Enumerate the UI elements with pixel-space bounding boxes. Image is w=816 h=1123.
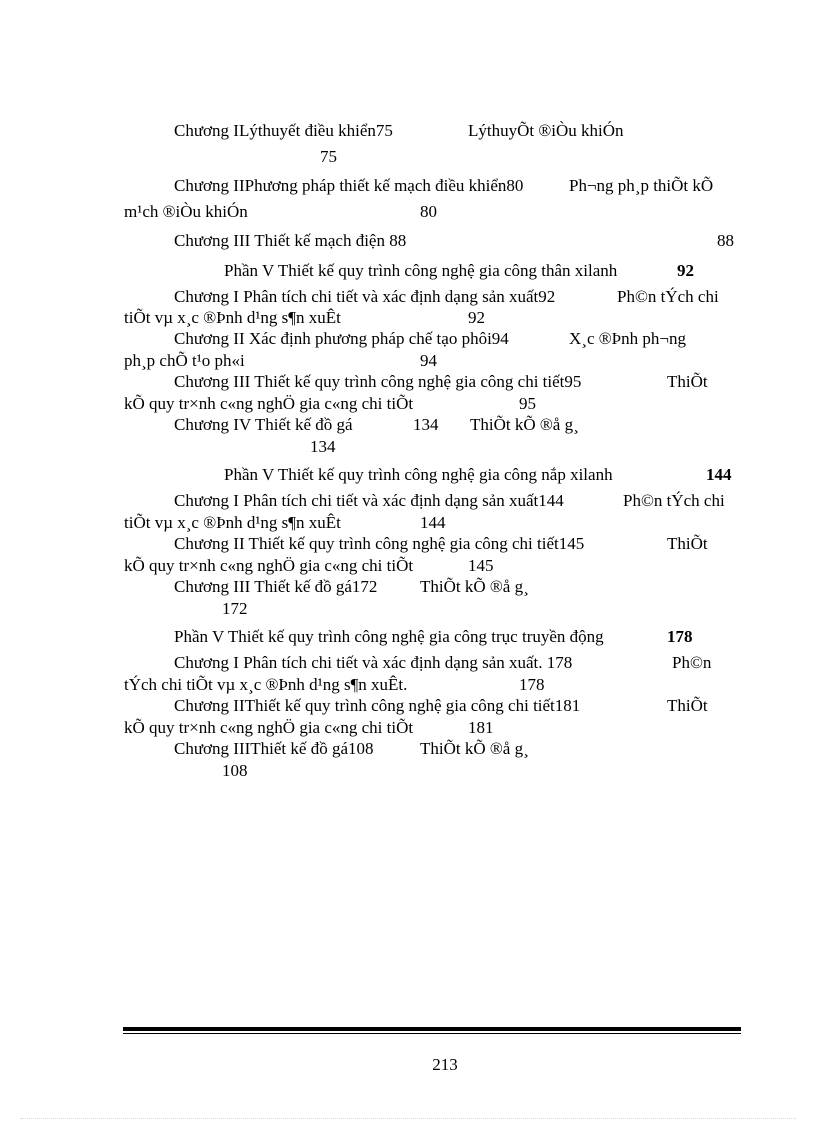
toc-page-ref: 144 xyxy=(706,465,732,484)
toc-line: Ph¬ng ph¸p thiÕt kÕ xyxy=(569,176,714,195)
toc-line: LýthuyÕt ®iÒu khiÓn xyxy=(468,121,624,140)
toc-line: Chương IIIThiết kế đồ gá108 xyxy=(174,739,374,758)
toc-page-ref: 95 xyxy=(519,394,536,413)
toc-line: Chương I Phân tích chi tiết và xác định dạng sản xuất144 xyxy=(174,491,564,510)
toc-page-ref: 181 xyxy=(468,718,494,737)
toc-page-ref: 92 xyxy=(468,308,485,327)
toc-page-ref: 178 xyxy=(519,675,545,694)
toc-line: Chương II Thiết kế quy trình công nghệ gia công chi tiết145 xyxy=(174,534,585,553)
toc-page-ref: 172 xyxy=(222,599,248,618)
toc-line: m¹ch ®iÒu khiÓn xyxy=(124,202,248,221)
toc-line: Chương IV Thiết kế đồ gá xyxy=(174,415,353,434)
toc-page-ref: 94 xyxy=(420,351,437,370)
toc-line: Chương III Thiết kế mạch điện 88 xyxy=(174,231,407,250)
toc-page-ref: 134 xyxy=(310,437,336,456)
toc-line: tiÕt vµ x¸c ®Þnh d¹ng s¶n xuÊt xyxy=(124,308,341,327)
toc-part-heading: Phần V Thiết kế quy trình công nghệ gia công trục truyền động xyxy=(174,627,604,646)
toc-line: ThiÕt kÕ ®å g¸ xyxy=(420,577,529,596)
toc-line: Chương III Thiết kế đồ gá172 xyxy=(174,577,378,596)
toc-line: ThiÕt xyxy=(667,372,708,391)
toc-page-ref: 88 xyxy=(717,231,734,250)
toc-part-heading: Phần V Thiết kế quy trình công nghệ gia công nắp xilanh xyxy=(224,465,613,484)
toc-page-ref: 75 xyxy=(320,147,337,166)
toc-line: kÕ quy tr×nh c«ng nghÖ gia c«ng chi tiÕt xyxy=(124,394,414,413)
toc-part-heading: Phần V Thiết kế quy trình công nghệ gia công thân xilanh xyxy=(224,261,618,280)
toc-page-ref: 134 xyxy=(413,415,439,434)
toc-line: ThiÕt xyxy=(667,534,708,553)
page-number: 213 xyxy=(432,1055,458,1074)
toc-page-ref: 92 xyxy=(677,261,694,280)
toc-line: tiÕt vµ x¸c ®Þnh d¹ng s¶n xuÊt xyxy=(124,513,341,532)
toc-line: Ph©n tÝch chi xyxy=(617,287,719,306)
toc-line: Chương I Phân tích chi tiết và xác định dạng sản xuất. 178 xyxy=(174,653,573,672)
toc-line: Chương IIThiết kế quy trình công nghệ gia công chi tiết181 xyxy=(174,696,581,715)
toc-line: tÝch chi tiÕt vµ x¸c ®Þnh d¹ng s¶n xuÊt. xyxy=(124,675,408,694)
toc-line: X¸c ®Þnh ph¬ng xyxy=(569,329,686,348)
toc-line: Chương I Phân tích chi tiết và xác định dạng sản xuất92 xyxy=(174,287,556,306)
toc-line: Chương II Xác định phương pháp chế tạo phôi94 xyxy=(174,329,509,348)
page-edge-divider xyxy=(20,1118,796,1119)
toc-line: Ph©n tÝch chi xyxy=(623,491,725,510)
footer-rule-thin xyxy=(123,1033,741,1034)
toc-line: ph¸p chÕ t¹o ph«i xyxy=(124,351,245,370)
toc-line: ThiÕt xyxy=(667,696,708,715)
toc-line: Chương IIPhương pháp thiết kế mạch điều khiển80 xyxy=(174,176,524,195)
toc-line: kÕ quy tr×nh c«ng nghÖ gia c«ng chi tiÕt xyxy=(124,718,414,737)
footer-rule-thick xyxy=(123,1027,741,1031)
toc-line: ThiÕt kÕ ®å g¸ xyxy=(470,415,579,434)
toc-line: ThiÕt kÕ ®å g¸ xyxy=(420,739,529,758)
toc-page-ref: 108 xyxy=(222,761,248,780)
toc-page-ref: 144 xyxy=(420,513,446,532)
toc-line: Chương ILýthuyết điều khiển75 xyxy=(174,121,393,140)
toc-page-ref: 80 xyxy=(420,202,437,221)
toc-page-ref: 178 xyxy=(667,627,693,646)
toc-line: Chương III Thiết kế quy trình công nghệ gia công chi tiết95 xyxy=(174,372,582,391)
toc-page-ref: 145 xyxy=(468,556,494,575)
toc-line: kÕ quy tr×nh c«ng nghÖ gia c«ng chi tiÕt xyxy=(124,556,414,575)
toc-line: Ph©n xyxy=(672,653,712,672)
